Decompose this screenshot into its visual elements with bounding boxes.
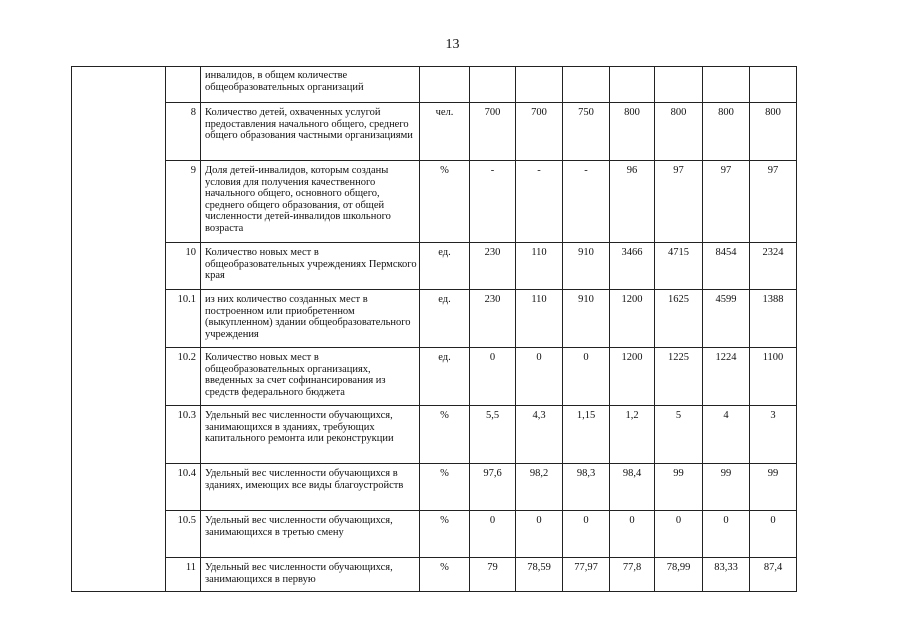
table-row: [72, 348, 797, 406]
indicator-text: из них количество созданных мест в построенном или приобретенном (выкупленном) здании общеобразовательного учреждения: [201, 290, 420, 348]
value-cell: 1200: [610, 290, 655, 348]
value-cell: 110: [516, 290, 563, 348]
unit-cell: %: [420, 511, 470, 558]
table-row: [72, 511, 797, 558]
value-cell: 1,2: [610, 406, 655, 464]
row-number: 11: [166, 558, 201, 592]
indicator-text: Удельный вес численности обучающихся, занимающихся в третью смену: [201, 511, 420, 558]
value-cell: 230: [470, 243, 516, 290]
indicator-text: Количество детей, охваченных услугой предоставления начального общего, среднего общего образования частными организациями: [201, 103, 420, 161]
row-number: 10: [166, 243, 201, 290]
value-cell: 4,3: [516, 406, 563, 464]
value-cell: 99: [703, 464, 750, 511]
value-cell: 97,6: [470, 464, 516, 511]
row-number: 10.3: [166, 406, 201, 464]
value-cell: 0: [655, 511, 703, 558]
value-cell: 0: [563, 348, 610, 406]
value-cell: 5: [655, 406, 703, 464]
row-number: 8: [166, 103, 201, 161]
value-cell: 4715: [655, 243, 703, 290]
indicator-text: Удельный вес численности обучающихся в зданиях, имеющих все виды благоустройств: [201, 464, 420, 511]
value-cell: -: [563, 161, 610, 243]
row-number: 10.4: [166, 464, 201, 511]
value-cell: 1200: [610, 348, 655, 406]
value-cell: 97: [750, 161, 797, 243]
value-cell: [563, 67, 610, 103]
unit-cell: %: [420, 161, 470, 243]
table-row: [72, 290, 797, 348]
unit-cell: ед.: [420, 243, 470, 290]
value-cell: 78,59: [516, 558, 563, 592]
unit-cell: %: [420, 406, 470, 464]
value-cell: [470, 67, 516, 103]
table-row: [72, 161, 797, 243]
table-row: [72, 558, 797, 592]
value-cell: 79: [470, 558, 516, 592]
unit-cell: %: [420, 464, 470, 511]
value-cell: [703, 67, 750, 103]
value-cell: -: [516, 161, 563, 243]
value-cell: 1100: [750, 348, 797, 406]
table-row: [72, 464, 797, 511]
value-cell: 99: [655, 464, 703, 511]
table-row: [72, 103, 797, 161]
value-cell: 0: [610, 511, 655, 558]
value-cell: 77,8: [610, 558, 655, 592]
value-cell: 1388: [750, 290, 797, 348]
value-cell: 78,99: [655, 558, 703, 592]
indicator-text: инвалидов, в общем количестве общеобразовательных организаций: [201, 67, 420, 103]
indicator-text: Удельный вес численности обучающихся, занимающихся в первую: [201, 558, 420, 592]
table-row: [72, 406, 797, 464]
value-cell: 1224: [703, 348, 750, 406]
value-cell: 700: [470, 103, 516, 161]
value-cell: 99: [750, 464, 797, 511]
unit-cell: %: [420, 558, 470, 592]
value-cell: 800: [655, 103, 703, 161]
unit-cell: чел.: [420, 103, 470, 161]
value-cell: 98,3: [563, 464, 610, 511]
unit-cell: ед.: [420, 290, 470, 348]
value-cell: [610, 67, 655, 103]
value-cell: 800: [703, 103, 750, 161]
value-cell: [516, 67, 563, 103]
value-cell: 97: [703, 161, 750, 243]
value-cell: 1625: [655, 290, 703, 348]
value-cell: 800: [610, 103, 655, 161]
value-cell: 700: [516, 103, 563, 161]
value-cell: 800: [750, 103, 797, 161]
value-cell: 0: [563, 511, 610, 558]
value-cell: 0: [470, 511, 516, 558]
indicator-text: Доля детей-инвалидов, которым созданы условия для получения качественного начального общего, основного общего, среднего общего образования, от общей численности детей-инвалидов школьного возраста: [201, 161, 420, 243]
indicator-text: Количество новых мест в общеобразовательных организациях, введенных за счет софинансирования из средств федерального бюджета: [201, 348, 420, 406]
merged-left-column: [72, 67, 166, 592]
value-cell: 910: [563, 243, 610, 290]
value-cell: 4599: [703, 290, 750, 348]
value-cell: [655, 67, 703, 103]
value-cell: 1,15: [563, 406, 610, 464]
row-number: 9: [166, 161, 201, 243]
value-cell: 0: [750, 511, 797, 558]
value-cell: 750: [563, 103, 610, 161]
indicators-table: [71, 66, 797, 592]
value-cell: 5,5: [470, 406, 516, 464]
row-number: 10.1: [166, 290, 201, 348]
page-number: 13: [445, 37, 460, 52]
value-cell: 0: [516, 348, 563, 406]
value-cell: 3466: [610, 243, 655, 290]
value-cell: 0: [703, 511, 750, 558]
value-cell: 97: [655, 161, 703, 243]
value-cell: 96: [610, 161, 655, 243]
value-cell: 8454: [703, 243, 750, 290]
value-cell: 230: [470, 290, 516, 348]
value-cell: 98,4: [610, 464, 655, 511]
unit-cell: ед.: [420, 348, 470, 406]
value-cell: 87,4: [750, 558, 797, 592]
value-cell: 4: [703, 406, 750, 464]
value-cell: 2324: [750, 243, 797, 290]
value-cell: 1225: [655, 348, 703, 406]
table-row: [72, 67, 797, 103]
value-cell: 110: [516, 243, 563, 290]
row-number: [166, 67, 201, 103]
row-number: 10.2: [166, 348, 201, 406]
table-row: [72, 243, 797, 290]
value-cell: -: [470, 161, 516, 243]
value-cell: 98,2: [516, 464, 563, 511]
value-cell: 77,97: [563, 558, 610, 592]
indicator-text: Количество новых мест в общеобразовательных учреждениях Пермского края: [201, 243, 420, 290]
value-cell: 0: [470, 348, 516, 406]
indicator-text: Удельный вес численности обучающихся, занимающихся в зданиях, требующих капитального ремонта или реконструкции: [201, 406, 420, 464]
unit-cell: [420, 67, 470, 103]
value-cell: [750, 67, 797, 103]
value-cell: 3: [750, 406, 797, 464]
value-cell: 0: [516, 511, 563, 558]
row-number: 10.5: [166, 511, 201, 558]
indicators-table-body: [72, 67, 797, 592]
value-cell: 910: [563, 290, 610, 348]
value-cell: 83,33: [703, 558, 750, 592]
